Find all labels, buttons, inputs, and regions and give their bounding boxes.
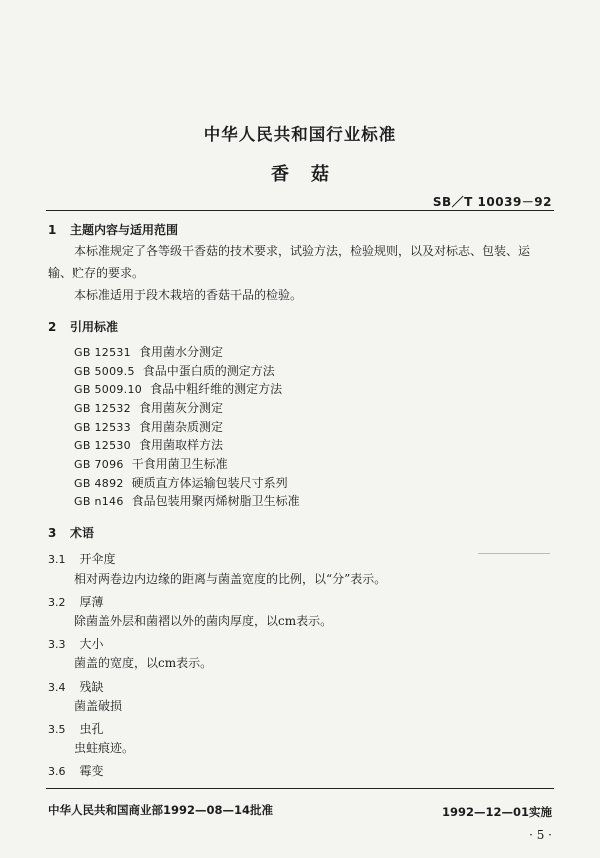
- term-3-3-definition: 菌盖的宽度，以cm表示。: [74, 656, 213, 670]
- reference-item: GB 7096 干食用菌卫生标准: [74, 457, 228, 471]
- reference-item: GB 4892 硬质直方体运输包装尺寸系列: [74, 476, 288, 490]
- term-3-2-definition: 除菌盖外层和菌褶以外的菌肉厚度，以cm表示。: [74, 614, 333, 628]
- term-3-3: 3.3 大小: [48, 637, 104, 651]
- section-1-title: 主题内容与适用范围: [70, 223, 179, 237]
- standard-title: 中华人民共和国行业标准: [203, 125, 397, 144]
- section-2-number: 2: [48, 320, 57, 334]
- section-1-para2: 本标准适用于段木栽培的香菇干品的检验。: [74, 288, 303, 302]
- effective-date: 1992—12—01实施: [441, 805, 552, 819]
- standard-code: SB／T 10039－92: [432, 195, 552, 209]
- reference-item: GB 12531 食用菌水分测定: [74, 345, 223, 359]
- page-number: · 5 ·: [529, 828, 552, 842]
- reference-item: GB n146 食品包装用聚丙烯树脂卫生标准: [74, 494, 300, 508]
- product-title: 香菇: [271, 164, 351, 185]
- term-3-4: 3.4 残缺: [48, 680, 104, 694]
- section-1-heading: [48, 221, 178, 238]
- scan-artifact: [478, 553, 550, 554]
- footer-rule: [46, 788, 554, 789]
- section-1-number: 1: [48, 223, 57, 237]
- header-rule: [46, 210, 554, 211]
- section-1-para1-line2: 输、贮存的要求。: [48, 266, 145, 280]
- section-2-title: 引用标准: [70, 320, 119, 334]
- term-3-4-definition: 菌盖破损: [74, 699, 123, 713]
- reference-item: GB 12533 食用菌杂质测定: [74, 420, 223, 434]
- section-1-para1-line1: 本标准规定了各等级干香菇的技术要求，试验方法，检验规则，以及对标志、包装、运: [74, 244, 531, 258]
- term-3-1: 3.1 开伞度: [48, 552, 116, 566]
- reference-item: GB 12532 食用菌灰分测定: [74, 401, 223, 415]
- section-3-title: 术语: [70, 526, 95, 540]
- term-3-6: 3.6 霉变: [48, 764, 104, 778]
- term-3-2: 3.2 厚薄: [48, 595, 104, 609]
- section-3-heading: [48, 524, 94, 541]
- reference-item: GB 12530 食用菌取样方法: [74, 438, 223, 452]
- term-3-5-definition: 虫蛀痕迹。: [74, 741, 135, 755]
- approval-note: 中华人民共和国商业部1992—08—14批准: [48, 803, 274, 817]
- term-3-1-definition: 相对两卷边内边缘的距离与菌盖宽度的比例，以“分”表示。: [74, 572, 387, 586]
- term-3-5: 3.5 虫孔: [48, 722, 104, 736]
- reference-item: GB 5009.5 食品中蛋白质的测定方法: [74, 364, 275, 378]
- section-3-number: 3: [48, 526, 57, 540]
- section-2-heading: [48, 318, 118, 335]
- reference-item: GB 5009.10 食品中粗纤维的测定方法: [74, 382, 283, 396]
